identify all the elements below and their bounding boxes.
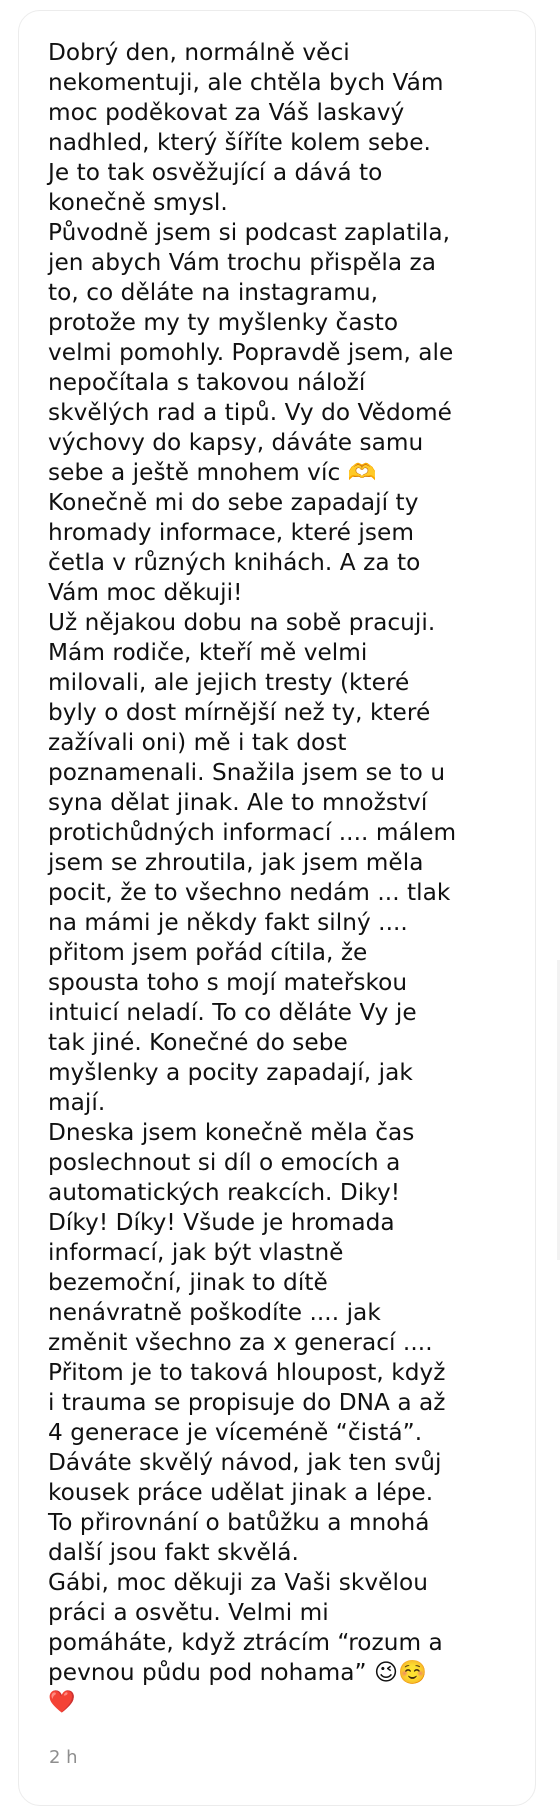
comment-line: tak jiné. Konečné do sebe (48, 1029, 348, 1056)
comment-timestamp: 2 h (49, 1747, 78, 1768)
comment-line: Je to tak osvěžující a dává to (48, 159, 383, 186)
comment-line: bezemoční, jinak to dítě (48, 1269, 328, 1296)
comment-line: Dneska jsem konečně měla čas (48, 1119, 415, 1146)
comment-line: Dáváte skvělý návod, jak ten svůj (48, 1449, 442, 1476)
comment-line: jsem se zhroutila, jak jsem měla (48, 849, 424, 876)
comment-line: Díky! Díky! Všude je hromada (48, 1209, 395, 1236)
comment-line: Konečně mi do sebe zapadají ty (48, 489, 419, 516)
comment-line: to, co děláte na instagramu, (48, 279, 378, 306)
comment-line: syna dělat jinak. Ale to množství (48, 789, 428, 816)
comment-line: přitom jsem pořád cítila, že (48, 939, 368, 966)
comment-line: Už nějakou dobu na sobě pracuji. (48, 609, 436, 636)
comment-line: nekomentuji, ale chtěla bych Vám (48, 69, 444, 96)
comment-line: Původně jsem si podcast zaplatila, (48, 219, 451, 246)
comment-line: na mámi je někdy fakt silný .... (48, 909, 408, 936)
comment-line: To přirovnání o batůžku a mnohá (48, 1509, 430, 1536)
comment-line: intuicí neladí. To co děláte Vy je (48, 999, 417, 1026)
comment-line: pomáháte, když ztrácím “rozum a (48, 1629, 443, 1656)
comment-line: byly o dost mírnější než ty, které (48, 699, 431, 726)
comment-line: Dobrý den, normálně věci (48, 39, 350, 66)
comment-line: Mám rodiče, kteří mě velmi (48, 639, 368, 666)
comment-line: hromady informace, které jsem (48, 519, 414, 546)
comment-line: sebe a ještě mnohem víc 🫶 (48, 459, 377, 486)
comment-line: protože my ty myšlenky často (48, 309, 399, 336)
comment-line: další jsou fakt skvělá. (48, 1539, 299, 1566)
comment-line: myšlenky a pocity zapadají, jak (48, 1059, 413, 1086)
comment-line: automatických reakcích. Diky! (48, 1179, 401, 1206)
comment-line: četla v různých knihách. A za to (48, 549, 421, 576)
comment-line: milovali, ale jejich tresty (které (48, 669, 410, 696)
comment-line: nepočítala s takovou náloží (48, 369, 366, 396)
comment-line: zažívali oni) mě i tak dost (48, 729, 347, 756)
comment-text (48, 38, 513, 1718)
comment-line: Vám moc děkuji! (48, 579, 243, 606)
comment-line: Přitom je to taková hloupost, když (48, 1359, 446, 1386)
comment-line: práci a osvětu. Velmi mi (48, 1599, 329, 1626)
comment-line: změnit všechno za x generací .... (48, 1329, 433, 1356)
comment-line: i trauma se propisuje do DNA a až (48, 1389, 446, 1416)
comment-line: Gábi, moc děkuji za Vaši skvělou (48, 1569, 428, 1596)
comment-line: poznamenali. Snažila jsem se to u (48, 759, 446, 786)
comment-line: velmi pomohly. Popravdě jsem, ale (48, 339, 454, 366)
comment-line: konečně smysl. (48, 189, 228, 216)
comment-line: pevnou půdu pod nohama” 😉☺️ (48, 1659, 428, 1686)
comment-line: poslechnout si díl o emocích a (48, 1149, 401, 1176)
comment-line: kousek práce udělat jinak a lépe. (48, 1479, 434, 1506)
comment-line: nenávratně poškodíte .... jak (48, 1299, 381, 1326)
comment-line: skvělých rad a tipů. Vy do Vědomé (48, 399, 452, 426)
heart-icon: ❤️ (48, 1690, 76, 1715)
comment-line: mají. (48, 1089, 106, 1116)
comment-line: pocit, že to všechno nedám ... tlak (48, 879, 451, 906)
comment-line: nadhled, který šíříte kolem sebe. (48, 129, 431, 156)
comment-line: moc poděkovat za Váš laskavý (48, 99, 405, 126)
comment-line: protichůdných informací .... málem (48, 819, 457, 846)
comment-line: informací, jak být vlastně (48, 1239, 344, 1266)
comment-line: 4 generace je víceméně “čistá”. (48, 1419, 423, 1446)
comment-line: jen abych Vám trochu přispěla za (48, 249, 437, 276)
comment-line: spousta toho s mojí mateřskou (48, 969, 408, 996)
comment-line: výchovy do kapsy, dáváte samu (48, 429, 424, 456)
